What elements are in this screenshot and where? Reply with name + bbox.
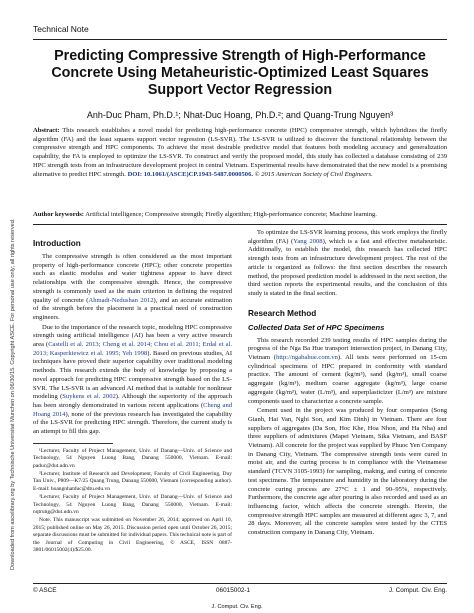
doi-link[interactable]: DOI: 10.1061/(ASCE)CP.1943-5487.0000506. [127,170,253,178]
keywords-text: Artificial intelligence; Compressive strength; Firefly algorithm; High-performance concrete; Machine learning. [85,211,377,218]
abstract [33,127,447,179]
footer-publisher: © ASCE [33,587,57,594]
footnotes [33,448,232,555]
footer-rule [33,583,447,584]
abstract-rule [33,224,447,225]
intro-paragraph-1: The compressive strength is often considered as the most important property of high-performance concrete (HPC); other concrete properties such as elastic modulus and water tightness appear to have direct relationships with the compressive strength. Hence, the compressive strength is commonly used as the main criterion in defining the required quality of concrete (Ahmadi-Nedushan 2012), and an accurate estimation of the strength before the placement is a practical need of construction engineers. [33,253,233,321]
keywords [33,211,447,220]
left-column [33,229,232,555]
download-sidebar-note [1,100,16,570]
introduction-heading: Introduction [33,239,81,248]
sidebar-text: Downloaded from ascelibrary.org by Technische Universitat Munchen on 06/30/15. Copyright ASCE. For personal use only; all rights reserved. [10,218,16,570]
footnote: Note. This manuscript was submitted on November 26, 2014; approved on April 10, 2015; published online on May 26, 2015. Discussion period open until October 26, 2015; separate discussions must be submitted for individual papers. This technical note is part of the Journal of Computing in Civil Engineering, © ASCE, ISSN 0887-3801/06015002(4)/$25.00. [33,517,232,554]
url-link[interactable]: http://ngabahue.com.vn [276,354,338,362]
citation-link[interactable]: Castelli et al. 2013; Cheng et al. 2014; Chou et al. 2011; Erdal et al. 2013; Kasperkiewicz et al. 1995; Yeh 1998 [33,341,232,357]
dataset-subheading: Collected Data Set of HPC Specimens [248,322,385,332]
footnote-rule [33,443,113,444]
method-paragraph-2: Cement used in the project was produced by four companies (Song Gianh, Hai Van, Nghi Son, and Kim Dinh) in Vietnam. There are four suppliers of aggregates (Da Son, Hoc Khe, Hoa Nhon, and Ha Nha) and three suppliers of admixtures (Mapei Vietnam, Sika Vietnam, and BASF Vietnam). All concrete for the project was supplied by Phuoc Yen Company in Danang City, Vietnam. The compressive strength tests were cured in moist air, and the curing process is in compliance with the Vietnamese standard (TCVN 3105-1993) for sampling, making, and curing of concrete test specimens. The temperature and humidity in the laboratory during the concrete curing process are 27°C ± 1 and 90–95%, respectively. Furthermore, the concrete age after pouring is also recorded and used as an influencing factor, which affects the concrete strength. Herein, the compressive strength HPC samples are measured at different ages: 3, 7, and 28 days. Moreover, all the concrete samples were tested by the CTES construction company in Danang City, Vietnam. [248,407,447,537]
footer-journal: J. Comput. Civ. Eng. [388,587,447,594]
method-paragraph-1: This research recorded 239 testing results of HPC samples during the progress of the Nga Ba Hue transport intersection project, in Danang City, Vietnam (http://ngabahue.com.vn). All tests were performed on 15-cm cylindrical specimens of HPC prepared in conformity with standard practice. The amount of cement (kg/m³), sand (kg/m³), small coarse aggregate (kg/m³), medium coarse aggregate (kg/m³), large coarse aggregate (kg/m³), water (L/m³), and superplasticizer (L/m³) are mixture components used to characterize a concrete sample. [248,336,447,405]
right-column [248,229,447,539]
intro-paragraph-3: To optimize the LS-SVR learning process, this work employs the firefly algorithm (FA) (Yang 2008), which is a fast and effective metaheuristic. Additionally, to establish the model, this research has collected HPC strength tests from an infrastructure development project. The rest of the article is organized as follows: the first section describes the research method, the proposed prediction model is addressed in the next section, the third section reports the experimental results, and the conclusion of this study is stated in the final section. [248,229,447,297]
abstract-text: This research establishes a novel model for predicting high-performance concrete (HPC) compressive strength, which hybridizes the firefly algorithm (FA) and the least squares support vector regression (LS-SVR). The LS-SVR is utilized to discover the functional relationship between the compressive strength and HPC components. To achieve the most desirable predictive model that features both modeling accuracy and generalization capability, the FA is employed to optimize the LS-SVR. To construct and verify the proposed model, this study has collected a database consisting of 239 HPC strength tests from an infrastructure development project in central Vietnam. Experimental results have demonstrated that the new model is a promising alternative to predict HPC strength. [33,127,447,178]
citation-link[interactable]: Cheng and Hoang 2014 [33,401,232,418]
article-type-label: Technical Note [33,24,89,34]
research-method-heading: Research Method [248,308,317,318]
intro-paragraph-2: Due to the importance of the research topic, modeling HPC compressive strength using artificial intelligence (AI) has been a very active research area (Castelli et al. 2013; Cheng et al. 2014; Chou et al. 2011; Erdal et al. 2013; Kasperkiewicz et al. 1995; Yeh 1998). Based on previous studies, AI techniques have proved their superior capability over traditional modeling methods. This research extends the body of knowledge by proposing a novel approach for predicting HPC compressive strength based on the LS-SVR. The LS-SVR is an advanced AI method that is suitable for nonlinear modeling (Suykens et al. 2002). Although the superiority of the approach has been strongly demonstrated in various recent applications (Cheng and Hoang 2014), none of the previous research has investigated the capability of the LS-SVR for predicting HPC strength. Therefore, the current study is an attempt to fill this gap. [33,323,232,436]
keywords-label: Author keywords: [33,211,84,218]
footnote: ¹Lecturer, Faculty of Project Management, Univ. of Danang—Univ. of Science and Technology, 54 Nguyen Luong Bang, Danang 550000, Vietnam. E-mail: paduc@dut.udn.vn [33,447,232,469]
footnote: ²Lecturer, Institute of Research and Development, Faculty of Civil Engineering, Duy Tan Univ., P809—K7/25 Quang Trung, Danang 550000, Vietnam (corresponding author). E-mail: hoangnhatduc@dtu.edu.vn [33,470,232,492]
footnote: ³Lecturer, Faculty of Project Management, Univ. of Danang—Univ. of Science and Technology, 54 Nguyen Luong Bang, Danang 550000, Vietnam. E-mail: nqtrung@dut.udn.vn [33,494,232,516]
citation-link[interactable]: Yang 2008 [293,237,323,245]
footer-page-id: 06015002-1 [216,587,251,594]
copyright-notice: © 2015 American Society of Civil Engineers. [254,170,373,178]
citation-link[interactable]: Ahmadi-Nedushan 2012 [88,296,154,304]
author-list: Anh-Duc Pham, Ph.D.¹; Nhat-Duc Hoang, Ph.D.²; and Quang-Trung Nguyen³ [86,110,394,120]
citation-link[interactable]: Suykens et al. 2002 [62,393,116,401]
abstract-label: Abstract: [33,127,60,134]
paper-title: Predicting Compressive Strength of High-Performance Concrete Using Metaheuristic-Optimized Least Squares Support Vector Regression [51,48,429,98]
footer-journal-bottom: J. Comput. Civ. Eng. [211,604,263,610]
header-rule [33,39,447,40]
